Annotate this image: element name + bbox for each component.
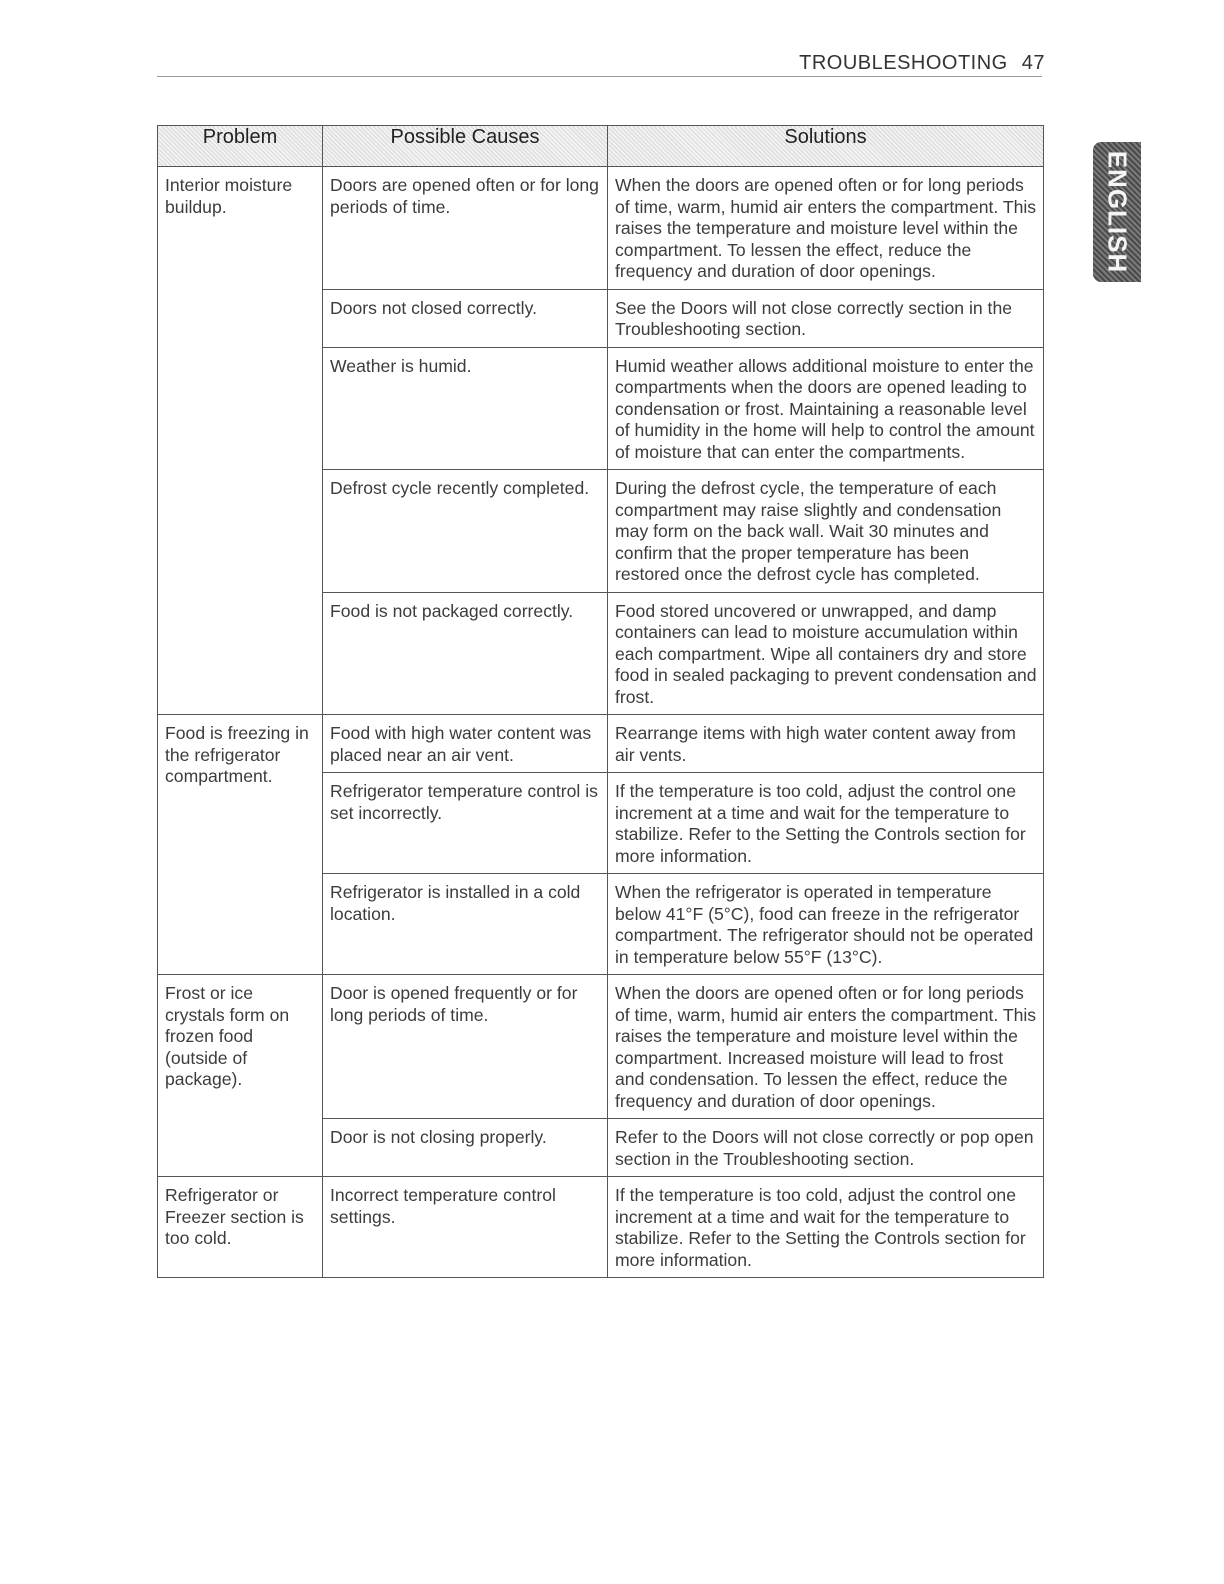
solution-cell: When the doors are opened often or for long periods of time, warm, humid air enters the compartment. This raises the temperature and moisture level within the compartment. To lessen the effect, reduce the frequency and duration of door openings.: [608, 167, 1044, 290]
solution-cell: Refer to the Doors will not close correctly or pop open section in the Troubleshooting section.: [608, 1119, 1044, 1177]
section-title: TROUBLESHOOTING: [799, 52, 1008, 74]
table-row: [158, 1177, 1044, 1278]
cause-cell: Doors are opened often or for long periods of time.: [323, 167, 608, 290]
page-header: [700, 52, 1045, 75]
solution-cell: See the Doors will not close correctly section in the Troubleshooting section.: [608, 289, 1044, 347]
solution-cell: During the defrost cycle, the temperature of each compartment may raise slightly and condensation may form on the back wall. Wait 30 minutes and confirm that the proper temperature has been restored once the defrost cycle has completed.: [608, 470, 1044, 593]
cause-cell: Weather is humid.: [323, 347, 608, 470]
cause-cell: Doors not closed correctly.: [323, 289, 608, 347]
solution-cell: If the temperature is too cold, adjust the control one increment at a time and wait for the temperature to stabilize. Refer to the Setting the Controls section for more information.: [608, 1177, 1044, 1278]
solution-cell: Food stored uncovered or unwrapped, and damp containers can lead to moisture accumulation within each compartment. Wipe all containers dry and store food in sealed packaging to prevent condensation and frost.: [608, 592, 1044, 715]
problem-cell: Refrigerator or Freezer section is too cold.: [158, 1177, 323, 1278]
solution-cell: Humid weather allows additional moisture to enter the compartments when the doors are opened leading to condensation or frost. Maintaining a reasonable level of humidity in the home will help to control the amount of moisture that can enter the compartments.: [608, 347, 1044, 470]
problem-cell: Food is freezing in the refrigerator compartment.: [158, 715, 323, 975]
language-tab-label: ENGLISH: [1102, 150, 1133, 274]
cause-cell: Door is opened frequently or for long periods of time.: [323, 975, 608, 1119]
cause-cell: Food with high water content was placed near an air vent.: [323, 715, 608, 773]
solution-cell: If the temperature is too cold, adjust the control one increment at a time and wait for the temperature to stabilize. Refer to the Setting the Controls section for more information.: [608, 773, 1044, 874]
cause-cell: Incorrect temperature control settings.: [323, 1177, 608, 1278]
header-problem: Problem: [158, 126, 323, 167]
table-header-row: [158, 126, 1044, 167]
cause-cell: Door is not closing properly.: [323, 1119, 608, 1177]
troubleshooting-table: [157, 125, 1044, 1278]
cause-cell: Defrost cycle recently completed.: [323, 470, 608, 593]
cause-cell: Refrigerator is installed in a cold location.: [323, 874, 608, 975]
cause-cell: Refrigerator temperature control is set incorrectly.: [323, 773, 608, 874]
solution-cell: When the refrigerator is operated in temperature below 41°F (5°C), food can freeze in the refrigerator compartment. The refrigerator should not be operated in temperature below 55°F (13°C).: [608, 874, 1044, 975]
solution-cell: When the doors are opened often or for long periods of time, warm, humid air enters the compartment. This raises the temperature and moisture level within the compartment. Increased moisture will lead to frost and condensation. To lessen the effect, reduce the frequency and duration of door openings.: [608, 975, 1044, 1119]
page-number: 47: [1021, 52, 1045, 74]
header-causes: Possible Causes: [323, 126, 608, 167]
header-solutions: Solutions: [608, 126, 1044, 167]
problem-cell: Frost or ice crystals form on frozen food (outside of package).: [158, 975, 323, 1177]
problem-cell: Interior moisture buildup.: [158, 167, 323, 715]
language-tab: [1093, 142, 1141, 282]
table-row: [158, 167, 1044, 290]
cause-cell: Food is not packaged correctly.: [323, 592, 608, 715]
header-rule: [157, 76, 1042, 77]
solution-cell: Rearrange items with high water content away from air vents.: [608, 715, 1044, 773]
table-row: [158, 975, 1044, 1119]
table-row: [158, 715, 1044, 773]
